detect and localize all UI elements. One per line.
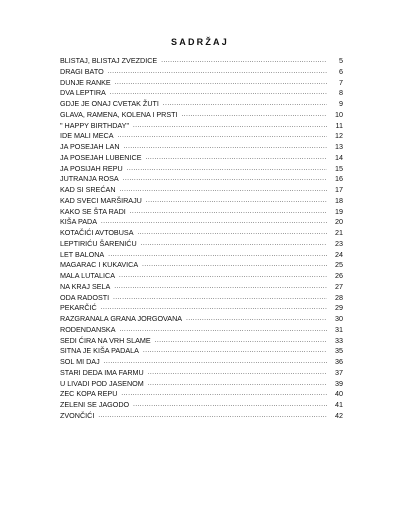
toc-dot-leader (143, 153, 327, 164)
toc-entry-title: GDJE JE ONAJ CVETAK ŽUTI (60, 99, 159, 108)
toc-dot-leader (128, 207, 327, 218)
toc-entry-page-number: 35 (335, 346, 343, 356)
toc-entry-title: JUTRANJA ROSA (60, 174, 119, 184)
toc-entry-page-number: 15 (335, 163, 343, 173)
toc-entry-title: KOTAČIĆI AVTOBUSA (60, 228, 134, 237)
toc-entry-page-number: 25 (335, 260, 343, 270)
toc-entry-title: DVA LEPTIRA (60, 88, 106, 98)
toc-dot-leader (99, 217, 327, 228)
toc-entry-page-number: 20 (335, 217, 343, 227)
toc-entry (60, 228, 343, 239)
toc-dot-leader (136, 228, 328, 239)
toc-entry-page-number: 39 (335, 378, 343, 388)
toc-entry (60, 217, 343, 228)
toc-entry-title: KAD SI SREĆAN (60, 185, 116, 194)
toc-list (60, 56, 343, 422)
toc-entry (60, 78, 343, 89)
toc-entry-title: LEPTIRIĆU ŠARENIĆU (60, 238, 137, 248)
toc-entry-title: JA POSEJAH LUBENICE (60, 152, 142, 162)
toc-dot-leader (139, 239, 327, 250)
toc-entry (60, 121, 343, 132)
toc-dot-leader (131, 400, 327, 411)
toc-entry-title: SOL MI DAJ (60, 357, 100, 366)
toc-entry-page-number: 24 (335, 249, 343, 259)
toc-entry (60, 400, 343, 411)
toc-entry-page-number: 6 (339, 66, 343, 76)
toc-entry (60, 56, 343, 67)
toc-dot-leader (131, 121, 327, 132)
toc-entry-page-number: 21 (335, 228, 343, 237)
toc-entry (60, 282, 343, 293)
toc-entry (60, 357, 343, 368)
toc-entry (60, 196, 343, 207)
toc-dot-leader (122, 142, 327, 153)
toc-entry (60, 142, 343, 153)
toc-entry (60, 99, 343, 110)
toc-entry-page-number: 16 (335, 174, 343, 184)
toc-entry-page-number: 33 (335, 335, 343, 345)
toc-entry (60, 185, 343, 196)
toc-entry-page-number: 31 (335, 324, 343, 334)
toc-entry-title: DRAGI BATO (60, 66, 104, 76)
toc-entry (60, 314, 343, 325)
toc-entry-page-number: 13 (335, 142, 343, 151)
toc-entry-page-number: 42 (335, 410, 343, 420)
toc-dot-leader (141, 346, 327, 357)
toc-entry-page-number: 23 (335, 238, 343, 248)
toc-entry (60, 389, 343, 400)
toc-entry-page-number: 11 (335, 120, 343, 130)
toc-entry-title: NA KRAJ SELA (60, 281, 111, 291)
toc-entry-page-number: 18 (335, 195, 343, 205)
toc-dot-leader (180, 110, 327, 121)
toc-entry (60, 293, 343, 304)
toc-entry-title: STARI DEDA IMA FARMU (60, 367, 144, 377)
toc-dot-leader (102, 357, 327, 368)
toc-entry-title: KAKO SE ŠTA RADI (60, 206, 126, 216)
toc-dot-leader (116, 131, 327, 142)
toc-dot-leader (159, 56, 327, 67)
toc-entry-title: BLISTAJ, BLISTAJ ZVEZDICE (60, 56, 158, 65)
toc-entry (60, 379, 343, 390)
toc-entry-title: IDE MALI MECA (60, 131, 114, 141)
toc-entry-title: KAD SVECI MARŠIRAJU (60, 195, 142, 205)
toc-title: SADRŽAJ (171, 37, 229, 47)
toc-entry-page-number: 36 (335, 357, 343, 366)
toc-entry-page-number: 27 (335, 281, 343, 291)
toc-entry-page-number: 19 (335, 206, 343, 216)
toc-entry (60, 346, 343, 357)
toc-dot-leader (125, 164, 327, 175)
toc-entry-page-number: 10 (335, 109, 343, 119)
toc-entry-page-number: 29 (335, 303, 343, 313)
toc-dot-leader (113, 78, 327, 89)
toc-dot-leader (118, 325, 327, 336)
toc-entry-title: U LIVADI POD JASENOM (60, 378, 144, 388)
toc-entry-title: JA POSIJAH REPU (60, 163, 123, 173)
toc-entry-page-number: 28 (335, 292, 343, 302)
toc-dot-leader (112, 282, 327, 293)
toc-dot-leader (99, 303, 327, 314)
toc-entry-page-number: 7 (339, 77, 343, 87)
toc-entry-page-number: 26 (335, 271, 343, 280)
toc-entry-title: LET BALONA (60, 249, 105, 259)
toc-entry-title: DUNJE RANKE (60, 77, 111, 87)
toc-entry (60, 411, 343, 422)
toc-entry (60, 325, 343, 336)
toc-dot-leader (106, 67, 327, 78)
toc-entry (60, 164, 343, 175)
toc-entry-title: SEDI ĆIRA NA VRH SLAME (60, 335, 151, 345)
toc-dot-leader (121, 174, 327, 185)
toc-entry-title: MALA LUTALICA (60, 271, 115, 280)
toc-dot-leader (146, 368, 327, 379)
toc-dot-leader (106, 250, 327, 261)
toc-dot-leader (184, 314, 327, 325)
toc-dot-leader (144, 196, 327, 207)
toc-dot-leader (140, 260, 327, 271)
toc-entry (60, 67, 343, 78)
toc-entry-title: ZELENI SE JAGODO (60, 400, 130, 409)
toc-dot-leader (108, 88, 327, 99)
toc-entry-page-number: 9 (339, 99, 343, 108)
toc-entry-page-number: 5 (339, 56, 343, 65)
toc-entry-title: ZVONČIĆI (60, 410, 95, 420)
toc-entry-page-number: 8 (339, 88, 343, 98)
toc-entry-page-number: 40 (335, 389, 343, 399)
toc-entry (60, 131, 343, 142)
toc-dot-leader (153, 336, 327, 347)
toc-entry (60, 368, 343, 379)
toc-dot-leader (117, 271, 327, 282)
toc-entry (60, 110, 343, 121)
toc-entry-page-number: 37 (335, 367, 343, 377)
toc-entry (60, 153, 343, 164)
toc-dot-leader (161, 99, 327, 110)
toc-entry-title: MAGARAC I KUKAVICA (60, 260, 139, 270)
toc-entry-title: RODENDANSKA (60, 324, 116, 334)
toc-entry (60, 260, 343, 271)
toc-dot-leader (111, 293, 327, 304)
toc-entry-title: " HAPPY BIRTHDAY" (60, 120, 130, 130)
toc-entry-title: PEKARČIĆ (60, 303, 97, 313)
toc-entry-page-number: 41 (335, 400, 343, 409)
toc-entry (60, 250, 343, 261)
toc-dot-leader (96, 411, 327, 422)
toc-dot-leader (118, 185, 327, 196)
toc-entry (60, 303, 343, 314)
toc-entry-title: KIŠA PADA (60, 217, 98, 227)
toc-entry-title: ODA RADOSTI (60, 292, 110, 302)
toc-entry (60, 271, 343, 282)
toc-dot-leader (119, 389, 327, 400)
toc-entry-title: ZEC KOPA REPU (60, 389, 118, 399)
toc-entry (60, 239, 343, 250)
toc-entry (60, 174, 343, 185)
toc-entry (60, 88, 343, 99)
toc-dot-leader (146, 379, 327, 390)
toc-entry-title: GLAVA, RAMENA, KOLENA I PRSTI (60, 109, 178, 119)
toc-entry-title: RAZGRANALA GRANA JORGOVANA (60, 314, 183, 323)
toc-entry (60, 207, 343, 218)
toc-entry (60, 336, 343, 347)
toc-entry-page-number: 12 (335, 131, 343, 141)
toc-entry-title: SITNA JE KIŠA PADALA (60, 346, 139, 356)
toc-entry-page-number: 14 (335, 152, 343, 162)
toc-entry-page-number: 17 (335, 185, 343, 194)
toc-entry-page-number: 30 (335, 314, 343, 323)
toc-entry-title: JA POSEJAH LAN (60, 142, 120, 151)
